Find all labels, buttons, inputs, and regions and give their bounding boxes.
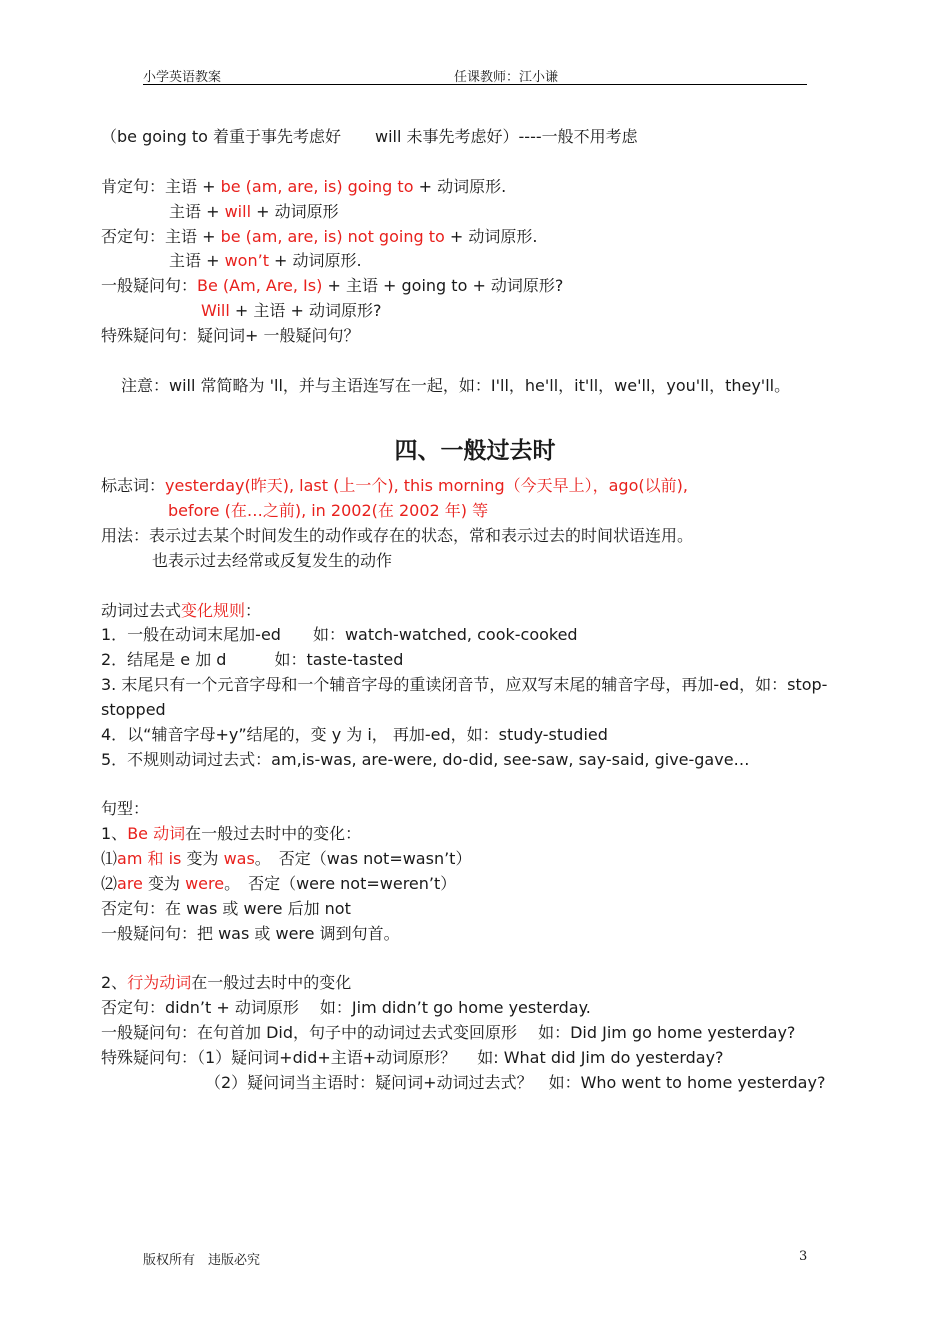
- future-q1: [101, 276, 563, 296]
- p2-red1: are: [117, 874, 143, 893]
- signal-words-1: yesterday(昨天), last (上一个), this morning（今天早上），ago(以前),: [165, 476, 688, 495]
- p1-tail: 。 否定（was not=wasn’t）: [254, 849, 472, 868]
- rules-heading: [101, 601, 261, 621]
- q2-red: Will: [201, 301, 230, 320]
- p2-tail: 。 否定（were not=weren’t）: [224, 874, 457, 893]
- section-title: 四、一般过去时: [394, 437, 556, 464]
- neg2-red: won’t: [224, 251, 269, 270]
- compare-a: （be going to 着重于事先考虑好: [101, 127, 342, 146]
- aff1-red: be (am, are, is) going to: [220, 177, 414, 196]
- p2-red2: were: [185, 874, 225, 893]
- compare-line: [101, 127, 638, 147]
- usage-line2: 也表示过去经常或反复发生的动作: [152, 551, 393, 570]
- be-red: Be 动词: [127, 824, 186, 843]
- be-question: 一般疑问句：把 was 或 were 调到句首。: [101, 924, 400, 943]
- p1-red1: am 和 is: [117, 849, 182, 868]
- be-p1: [101, 849, 471, 869]
- patterns-heading: 句型：: [101, 799, 150, 818]
- action-neg: 否定句：didn’t + 动词原形 如：Jim didn’t go home yesterday.: [101, 998, 591, 1017]
- signal-line2: [168, 501, 488, 521]
- future-neg2: [169, 251, 362, 271]
- act-tail: 在一般过去时中的变化: [191, 973, 352, 992]
- footer-copyright: 版权所有 违版必究: [143, 1253, 261, 1268]
- header-left: 小学英语教案: [143, 70, 222, 85]
- be-neg: 否定句：在 was 或 were 后加 not: [101, 899, 351, 918]
- header-rule: [143, 84, 807, 85]
- signal-line1: [101, 476, 688, 496]
- action-wh2: （2）疑问词当主语时：疑问词+动词过去式？ 如：Who went to home yesterday?: [205, 1073, 826, 1092]
- rules-heading-red: 变化规则: [181, 601, 246, 620]
- page-number: 3: [799, 1249, 808, 1264]
- q1-red: Be (Am, Are, Is): [197, 276, 323, 295]
- future-aff1: [101, 177, 506, 197]
- p1-num: ⑴: [101, 849, 118, 868]
- be-tail: 在一般过去时中的变化：: [185, 824, 362, 843]
- p2-mid: 变为: [142, 874, 186, 893]
- future-aff2: [169, 202, 339, 222]
- signal-label: 标志词：: [101, 476, 166, 495]
- be-heading: [101, 824, 361, 844]
- rule-4: 4．以“辅音字母+y”结尾的，变 y 为 i， 再加-ed，如：study-studied: [101, 725, 608, 744]
- neg1-tail: + 动词原形.: [444, 227, 538, 246]
- be-num: 1、: [101, 824, 128, 843]
- header-right: 任课教师：江小谦: [454, 70, 559, 85]
- neg2-tail: + 动词原形.: [268, 251, 362, 270]
- future-wh: 特殊疑问句：疑问词+ 一般疑问句？: [101, 326, 360, 345]
- rules-heading-tail: ：: [245, 601, 262, 620]
- rule-5: 5．不规则动词过去式：am,is-was, are-were, do-did, see-saw, say-said, give-gave…: [101, 750, 750, 769]
- signal-tail: 等: [467, 501, 489, 520]
- aff1-tail: + 动词原形.: [413, 177, 507, 196]
- p1-mid: 变为: [181, 849, 224, 868]
- action-question: 一般疑问句：在句首加 Did，句子中的动词过去式变回原形 如：Did Jim go home yesterday?: [101, 1023, 796, 1042]
- q1-label: 一般疑问句：: [101, 276, 198, 295]
- future-note: 注意：will 常简略为 'll，并与主语连写在一起，如：I'll，he'll，it'll，we'll，you'll，they'll。: [121, 376, 791, 395]
- compare-b: will 未事先考虑好）----一般不用考虑: [375, 127, 638, 146]
- p1-red2: was: [223, 849, 255, 868]
- q2-tail: + 主语 + 动词原形?: [229, 301, 382, 320]
- rule-2: 2．结尾是 e 加 d 如：taste-tasted: [101, 650, 404, 669]
- neg1-label: 否定句：主语 +: [101, 227, 221, 246]
- q1-tail: + 主语 + going to + 动词原形?: [322, 276, 564, 295]
- aff2-a: 主语 +: [169, 202, 225, 221]
- rule-3b: stopped: [101, 700, 166, 719]
- act-red: 行为动词: [127, 973, 192, 992]
- be-p2: [101, 874, 456, 894]
- future-q2: [201, 301, 381, 321]
- neg2-a: 主语 +: [169, 251, 225, 270]
- future-neg1: [101, 227, 537, 247]
- aff2-tail: + 动词原形: [251, 202, 339, 221]
- aff1-label: 肯定句：主语 +: [101, 177, 221, 196]
- rule-1: 1．一般在动词末尾加-ed 如：watch-watched, cook-cooked: [101, 625, 578, 644]
- rule-3a: 3. 末尾只有一个元音字母和一个辅音字母的重读闭音节，应双写末尾的辅音字母，再加-ed，如：stop-: [101, 675, 828, 694]
- aff2-red: will: [224, 202, 252, 221]
- act-num: 2、: [101, 973, 128, 992]
- p2-num: ⑵: [101, 874, 118, 893]
- neg1-red: be (am, are, is) not going to: [220, 227, 445, 246]
- action-heading: [101, 973, 351, 993]
- signal-words-2: before (在…之前), in 2002(在 2002 年): [168, 501, 468, 520]
- action-wh1: 特殊疑问句：（1）疑问词+did+主语+动词原形？ 如: What did Jim do yesterday?: [101, 1048, 724, 1067]
- usage-line1: 用法：表示过去某个时间发生的动作或存在的状态，常和表示过去的时间状语连用。: [101, 526, 694, 545]
- rules-heading-a: 动词过去式: [101, 601, 182, 620]
